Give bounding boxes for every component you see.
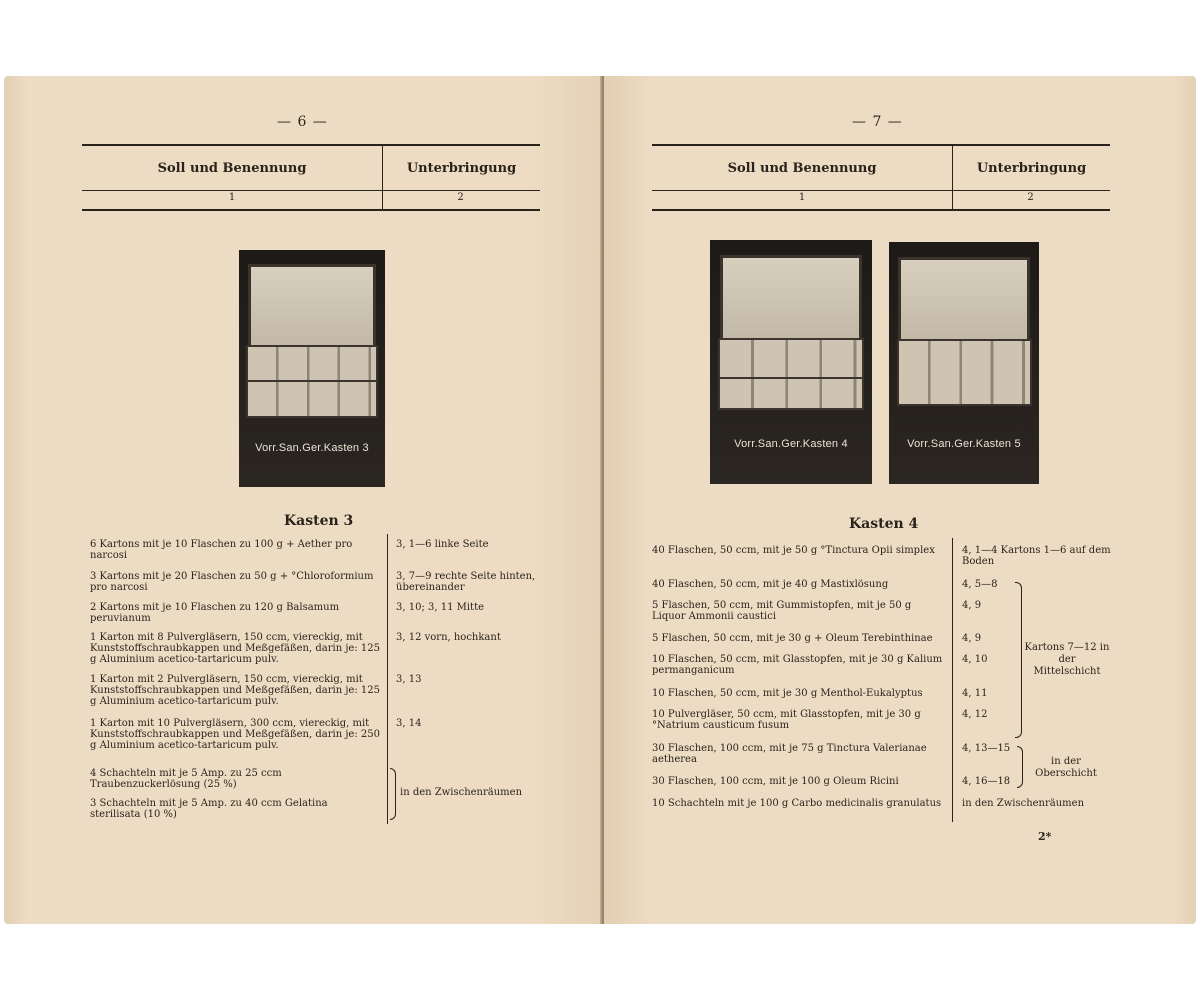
- box-cartons-front: [246, 380, 377, 417]
- item-location: 4, 9: [962, 600, 982, 611]
- item-description: 10 Flaschen, 50 ccm, mit Glasstopfen, mit je 30 g Kalium permanganicum: [652, 654, 943, 676]
- item-description: 30 Flaschen, 100 ccm, mit je 100 g Oleum Ricini: [652, 776, 899, 787]
- column-number-2: 2: [1027, 192, 1034, 203]
- column-header-name: Soll und Benennung: [652, 146, 953, 190]
- page-number: — 6 —: [277, 114, 328, 130]
- item-location: 3, 12 vorn, hochkant: [396, 632, 501, 643]
- header-rule: [82, 190, 540, 191]
- box-cartons-front: [718, 377, 864, 410]
- item-description: 10 Pulvergläser, 50 ccm, mit Glasstopfen, mit je 30 g °Natrium causticum fusum: [652, 709, 921, 731]
- item-location: 3, 7—9 rechte Seite hinten, übereinander: [396, 571, 536, 593]
- item-location: 4, 16—18: [962, 776, 1011, 787]
- item-description: 4 Schachteln mit je 5 Amp. zu 25 ccm Traubenzuckerlösung (25 %): [90, 768, 282, 790]
- item-location: 4, 12: [962, 709, 988, 720]
- section-title: Kasten 4: [849, 516, 919, 532]
- item-description: 10 Flaschen, 50 ccm, mit je 30 g Menthol-Eukalyptus: [652, 688, 923, 699]
- column-divider: [387, 534, 388, 824]
- item-description: 1 Karton mit 10 Pulvergläsern, 300 ccm, viereckig, mit Kunststoffschraubkappen und Meßgefäßen, darin je: 250 g Aluminium acetico-tartaricum pulv.: [90, 718, 380, 751]
- table-header: [82, 144, 540, 211]
- column-number-2: 2: [457, 192, 464, 203]
- box-cartons-top: [718, 338, 864, 381]
- brace-label: in den Zwischenräumen: [400, 787, 523, 798]
- brace: [390, 768, 396, 820]
- column-header-location: Unterbringung: [406, 160, 517, 176]
- right-page: [604, 76, 1196, 924]
- column-header-location: Unterbringung: [976, 160, 1087, 176]
- item-description: 40 Flaschen, 50 ccm, mit je 50 g °Tinctura Opii simplex: [652, 545, 935, 556]
- brace-label: in der Oberschicht: [1035, 756, 1097, 779]
- item-location: 4, 13—15: [962, 743, 1011, 754]
- item-description: 40 Flaschen, 50 ccm, mit je 40 g Mastixlösung: [652, 579, 889, 590]
- table-header: [652, 144, 1110, 211]
- item-location: in den Zwischenräumen: [962, 798, 1085, 809]
- item-location: 4, 11: [962, 688, 988, 699]
- item-description: 6 Kartons mit je 10 Flaschen zu 100 g + Aether pro narcosi: [90, 539, 353, 561]
- item-description: 30 Flaschen, 100 ccm, mit je 75 g Tinctura Valerianae aetherea: [652, 743, 927, 765]
- page-number: — 7 —: [852, 114, 903, 130]
- item-description: 2 Kartons mit je 10 Flaschen zu 120 g Balsamum peruvianum: [90, 602, 340, 624]
- open-book: [0, 76, 1200, 924]
- item-location: 4, 10: [962, 654, 988, 665]
- box-label: Vorr.San.Ger.Kasten 3: [255, 441, 369, 454]
- signature-mark: 2*: [1038, 830, 1052, 843]
- section-title: Kasten 3: [284, 513, 354, 529]
- column-number-1: 1: [798, 192, 806, 203]
- photo-kasten-3: [239, 250, 385, 487]
- photo-kasten-4: [710, 240, 872, 484]
- item-location: 3, 13: [396, 674, 422, 685]
- item-location: 3, 10; 3, 11 Mitte: [396, 602, 485, 613]
- item-location: 4, 5—8: [962, 579, 998, 590]
- brace-mittelschicht: [1015, 582, 1022, 738]
- box-cartons: [897, 339, 1032, 406]
- item-location: 3, 1—6 linke Seite: [396, 539, 489, 550]
- item-description: 1 Karton mit 8 Pulvergläsern, 150 ccm, viereckig, mit Kunststoffschraubkappen und Meßgefäßen, darin je: 125 g Aluminium acetico-tartaricum pulv.: [90, 632, 380, 665]
- item-location: 3, 14: [396, 718, 422, 729]
- item-description: 1 Karton mit 2 Pulvergläsern, 150 ccm, viereckig, mit Kunststoffschraubkappen und Meßgefäßen, darin je: 125 g Aluminium acetico-tartaricum pulv.: [90, 674, 380, 707]
- item-description: 3 Schachteln mit je 5 Amp. zu 40 ccm Gelatina sterilisata (10 %): [90, 798, 328, 820]
- column-number-1: 1: [228, 192, 236, 203]
- item-description: 10 Schachteln mit je 100 g Carbo medicinalis granulatus: [652, 798, 942, 809]
- item-description: 3 Kartons mit je 20 Flaschen zu 50 g + °Chloroformium pro narcosi: [90, 571, 374, 593]
- photo-kasten-5: [889, 242, 1039, 484]
- item-location: 4, 1—4 Kartons 1—6 auf dem Boden: [962, 545, 1111, 567]
- brace-oberschicht: [1017, 746, 1023, 788]
- brace-label: Kartons 7—12 in der Mittelschicht: [1024, 642, 1110, 677]
- column-divider: [952, 538, 953, 822]
- item-description: 5 Flaschen, 50 ccm, mit je 30 g + Oleum Terebinthinae: [652, 633, 933, 644]
- item-location: 4, 9: [962, 633, 982, 644]
- left-page: [4, 76, 602, 924]
- item-description: 5 Flaschen, 50 ccm, mit Gummistopfen, mit je 50 g Liquor Ammonii caustici: [652, 600, 912, 622]
- box-label: Vorr.San.Ger.Kasten 5: [907, 438, 1021, 451]
- column-header-name: Soll und Benennung: [82, 146, 383, 190]
- header-rule: [652, 190, 1110, 191]
- box-label: Vorr.San.Ger.Kasten 4: [734, 437, 848, 450]
